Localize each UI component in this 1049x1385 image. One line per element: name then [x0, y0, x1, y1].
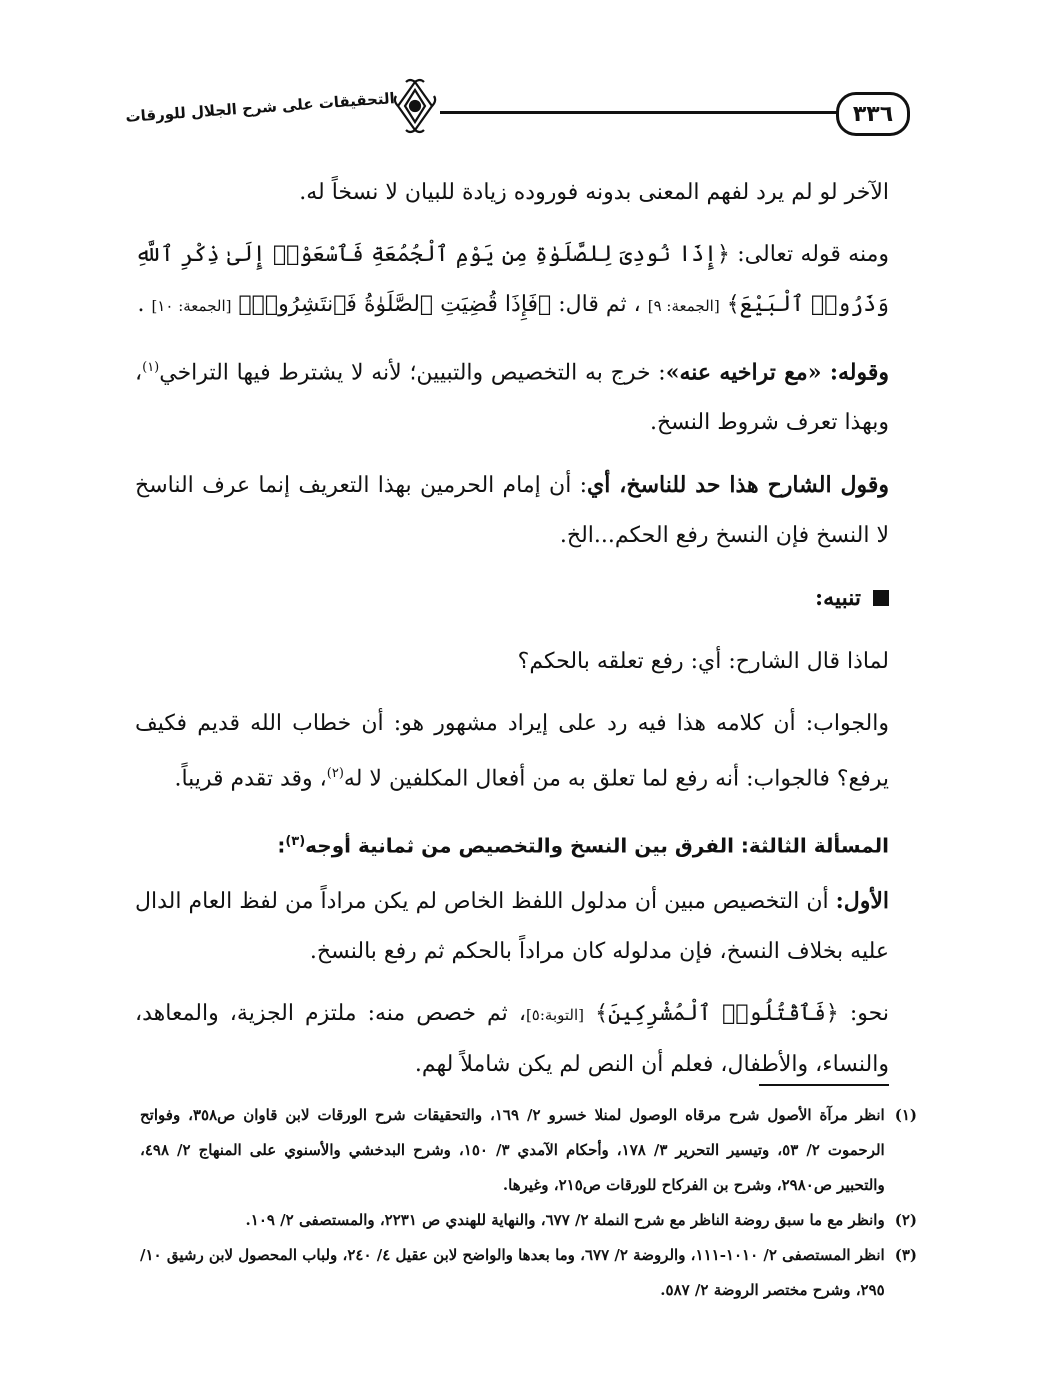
running-title: التحقيقات على شرح الجلال للورقات: [124, 89, 396, 126]
p7-lead: الأول:: [835, 888, 889, 915]
paragraph-5: لماذا قال الشارح: أي: رفع تعلقه بالحكم؟: [517, 649, 889, 675]
main-text: [135, 168, 889, 1102]
paragraph-1: الآخر لو لم يرد لفهم المعنى بدونه فوروده زيادة للبيان لا نسخاً له.: [299, 180, 889, 205]
section-heading-end: :: [277, 833, 286, 858]
p3-text-1: : خرج به التخصيص والتبيين؛ لأنه لا يشترط فيها التراخي: [159, 360, 666, 386]
section-heading-text: المسألة الثالثة: الفرق بين النسخ والتخصيص من ثمانية أوجه: [305, 833, 889, 858]
footnote-marker: (٢): [894, 1211, 917, 1229]
paragraph-6: [135, 699, 889, 804]
ornament-icon: [390, 78, 440, 134]
section-heading: [135, 817, 889, 871]
p4-lead: وقول الشارح هذا حد للناسخ، أي: [587, 472, 890, 499]
p2-intro: ومنه قوله تعالى:: [729, 242, 890, 267]
p2-mid: ، ثم قال:: [551, 292, 641, 317]
paragraph-2: [135, 230, 889, 331]
quran-verse-2: ﴿فَإِذَا قُضِيَتِ ٱلصَّلَوٰةُ فَٱنتَشِرُوا۟﴾: [238, 292, 552, 317]
verse-citation-1: [الجمعة: ٩]: [647, 297, 720, 315]
verse-citation-3: [التوبة:٥]: [525, 1006, 584, 1025]
p7-text: أن التخصيص مبين أن مدلول اللفظ الخاص لم يكن مراداً من لفظ العام الدال عليه بخلاف النسخ، فإن مدلوله كان مراداً بالحكم ثم رفع بالنسخ.: [135, 889, 889, 965]
verse-citation-2: [الجمعة: ١٠]: [151, 297, 232, 315]
paragraph-7: [135, 876, 889, 977]
p8-text: ، ثم خصص منه: ملتزم الجزية، والمعاهد، والنساء، والأطفال، فعلم أن النص لم يكن شاملاً لهم.: [135, 1001, 889, 1078]
p6-text-1: والجواب: أن كلامه هذا فيه رد على إيراد مشهور هو: أن خطاب الله قديم فكيف يرفع؟ فالجواب: أنه رفع لما تعلق به من أفعال المكلفين لا له: [135, 711, 889, 792]
footnote-marker: (٣): [894, 1246, 917, 1264]
p3-lead: وقوله: «مع تراخيه عنه»: [665, 359, 889, 386]
footnote-1: [140, 1098, 917, 1203]
footnote-marker: (١): [894, 1106, 917, 1124]
paragraph-3: [135, 343, 889, 448]
page-number: ٣٣٦: [836, 92, 910, 136]
footnote-2: [140, 1203, 917, 1238]
quran-verse-3: ﴿فَٱقْتُلُوا۟ ٱلْمُشْرِكِينَ﴾: [595, 1001, 839, 1027]
footnote-ref-1[interactable]: (١): [142, 360, 160, 375]
notice-label: تنبيه:: [815, 585, 861, 612]
footnote-text: انظر مرآة الأصول شرح مرقاه الوصول لمنلا خسرو ٢/ ١٦٩، والتحقيقات شرح الورقات لابن قاوان ص٣٥٨، وفواتح الرحموت ٢/ ٥٣، وتيسير التحرير ٣/ ١٧٨، وأحكام الآمدي ٣/ ١٥٠، وشرح البدخشي والأسنوي على المنهاج ٢/ ٤٩٨، والتحبير ص٢٩٨٠، وشرح بن الفركاح للورقات ص٢١٥، وغيرها.: [140, 1106, 885, 1194]
footnote-separator: [759, 1084, 889, 1086]
header-rule: [440, 111, 838, 114]
footnote-ref-3[interactable]: (٣): [285, 833, 306, 849]
page-header: [124, 70, 910, 140]
quran-verse-1: ﴿إِذَا نُودِىَ لِلصَّلَوٰةِ مِن يَوْمِ ٱلْجُمُعَةِ فَٱسْعَوْا۟ إِلَىٰ ذِكْرِ ٱللَّهِ وَذَرُوا۟ ٱلْبَيْعَ﴾: [135, 242, 889, 317]
footnote-ref-2[interactable]: (٢): [326, 766, 344, 782]
footnote-text: وانظر مع ما سبق روضة الناظر مع شرح النملة ٢/ ٦٧٧، والنهاية للهندي ص ٢٢٣١، والمستصفى ٢/ ١٠٩.: [245, 1211, 885, 1229]
notice-heading: [135, 573, 889, 623]
paragraph-4: [135, 460, 889, 561]
p3-text-2: ، وبهذا تعرف شروط النسخ.: [135, 360, 889, 436]
p8-intro: نحو:: [838, 1001, 889, 1027]
footnote-text: انظر المستصفى ٢/ ١٠١٠-١١١، والروضة ٢/ ٦٧٧، وما بعدها والواضح لابن عقيل ٤/ ٢٤٠، ولباب المحصول لابن رشيق ١٠/ ٢٩٥، وشرح مختصر الروضة ٢/ ٥٨٧.: [140, 1246, 885, 1299]
paragraph-8: [135, 989, 889, 1090]
p6-text-2: ، وقد تقدم قريباً.: [174, 766, 327, 792]
footnotes: [140, 1098, 917, 1308]
p4-text: : أن إمام الحرمين بهذا التعريف إنما عرف الناسخ لا النسخ فإن النسخ رفع الحكم...الخ.: [135, 473, 889, 549]
footnote-3: [140, 1238, 917, 1308]
p2-end: .: [137, 292, 145, 317]
square-bullet-icon: [873, 590, 889, 606]
